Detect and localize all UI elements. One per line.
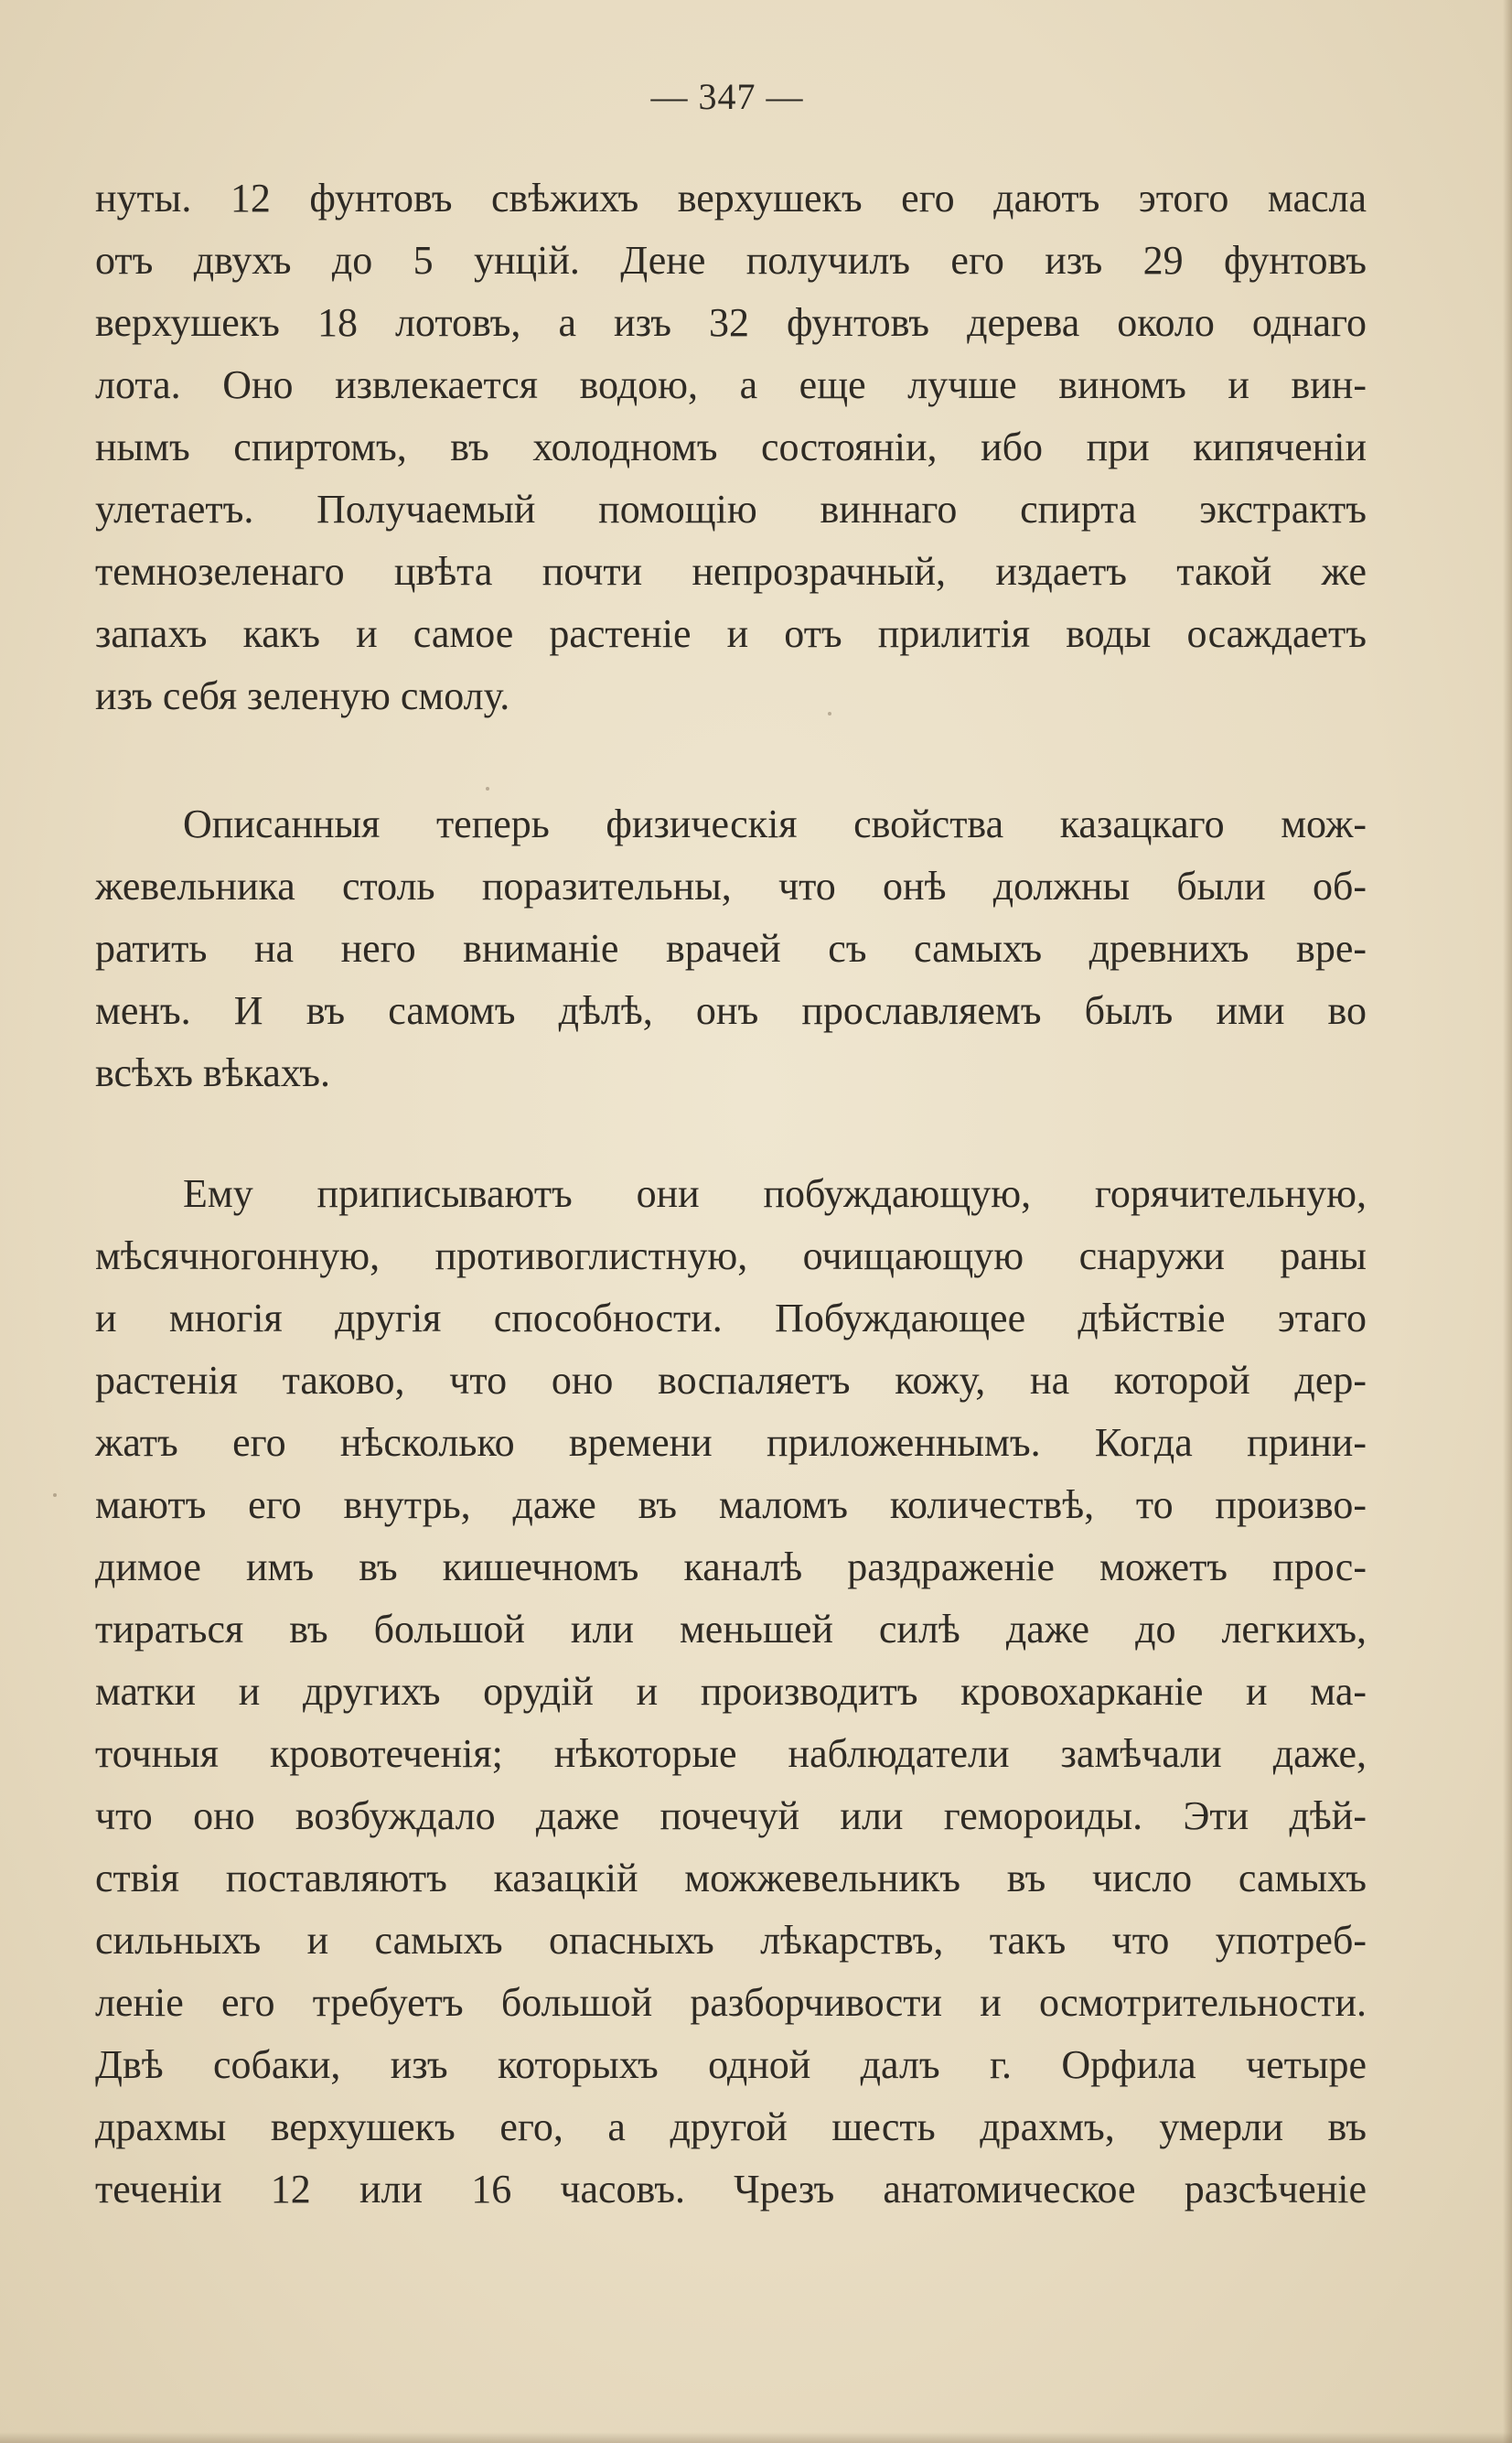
- text-line: драхмы верхушекъ его, а другой шесть драхмъ, умерли въ: [95, 2104, 1367, 2149]
- text-line: тираться въ большой или меньшей силѣ даже до легкихъ,: [95, 1607, 1367, 1652]
- text-line: менъ. И въ самомъ дѣлѣ, онъ прославляемъ былъ ими во: [95, 988, 1367, 1033]
- page-bottom-shadow: [0, 2432, 1512, 2443]
- paper-speck: [486, 787, 489, 791]
- text-line: лота. Оно извлекается водою, а еще лучше виномъ и вин-: [95, 362, 1367, 407]
- text-line: Двѣ собаки, изъ которыхъ одной далъ г. Орфила четыре: [95, 2042, 1367, 2087]
- text-line: и многія другія способности. Побуждающее дѣйствіе этаго: [95, 1296, 1367, 1340]
- text-line: теченіи 12 или 16 часовъ. Чрезъ анатомическое разсѣченіе: [95, 2167, 1367, 2212]
- text-line: мѣсячногонную, противоглистную, очищающую снаружи раны: [95, 1233, 1367, 1278]
- text-line: верхушекъ 18 лотовъ, а изъ 32 фунтовъ дерева около однаго: [95, 300, 1367, 345]
- text-line: жатъ его нѣсколько времени приложеннымъ. Когда прини-: [95, 1420, 1367, 1465]
- text-line: димое имъ въ кишечномъ каналѣ раздраженіе можетъ прос-: [95, 1544, 1367, 1589]
- text-line: Ему приписываютъ они побуждающую, горячительную,: [183, 1171, 1367, 1216]
- text-line: ратить на него вниманіе врачей съ самыхъ древнихъ вре-: [95, 926, 1367, 971]
- text-line: Описанныя теперь физическія свойства казацкаго мож-: [183, 802, 1367, 846]
- text-line: растенія таково, что оно воспаляетъ кожу, на которой дер-: [95, 1358, 1367, 1403]
- text-line: леніе его требуетъ большой разборчивости и осмотрительности.: [95, 1980, 1367, 2025]
- text-line: маютъ его внутрь, даже въ маломъ количествѣ, то произво-: [95, 1482, 1367, 1527]
- page-edge-shadow: [1503, 0, 1512, 2443]
- text-line: точныя кровотеченія; нѣкоторые наблюдатели замѣчали даже,: [95, 1731, 1367, 1776]
- paragraph-2: [95, 793, 1367, 1104]
- text-line: матки и другихъ орудій и производитъ кровохарканіе и ма-: [95, 1669, 1367, 1714]
- paper-speck: [53, 1493, 57, 1497]
- paragraph-1: [95, 167, 1367, 727]
- paragraph-3: [95, 1163, 1367, 2221]
- text-line: ствія поставляютъ казацкій можжевельникъ въ число самыхъ: [95, 1856, 1367, 1900]
- text-line: темнозеленаго цвѣта почти непрозрачный, издаетъ такой же: [95, 549, 1367, 594]
- text-line: жевельника столь поразительны, что онѣ должны были об-: [95, 864, 1367, 909]
- text-line: всѣхъ вѣкахъ.: [95, 1050, 330, 1095]
- text-line: улетаетъ. Получаемый помощію виннаго спирта экстрактъ: [95, 487, 1367, 532]
- text-line: сильныхъ и самыхъ опасныхъ лѣкарствъ, такъ что употреб-: [95, 1918, 1367, 1963]
- page-number: — 347 —: [650, 76, 804, 117]
- text-line: нуты. 12 фунтовъ свѣжихъ верхушекъ его даютъ этого масла: [95, 176, 1367, 221]
- text-line: нымъ спиртомъ, въ холодномъ состояніи, ибо при кипяченіи: [95, 425, 1367, 469]
- text-line: что оно возбуждало даже почечуй или гемороиды. Эти дѣй-: [95, 1793, 1367, 1838]
- text-line: отъ двухъ до 5 унцій. Дене получилъ его изъ 29 фунтовъ: [95, 238, 1367, 283]
- text-line: запахъ какъ и самое растеніе и отъ прилитія воды осаждаетъ: [95, 611, 1367, 656]
- text-line: изъ себя зеленую смолу.: [95, 673, 510, 718]
